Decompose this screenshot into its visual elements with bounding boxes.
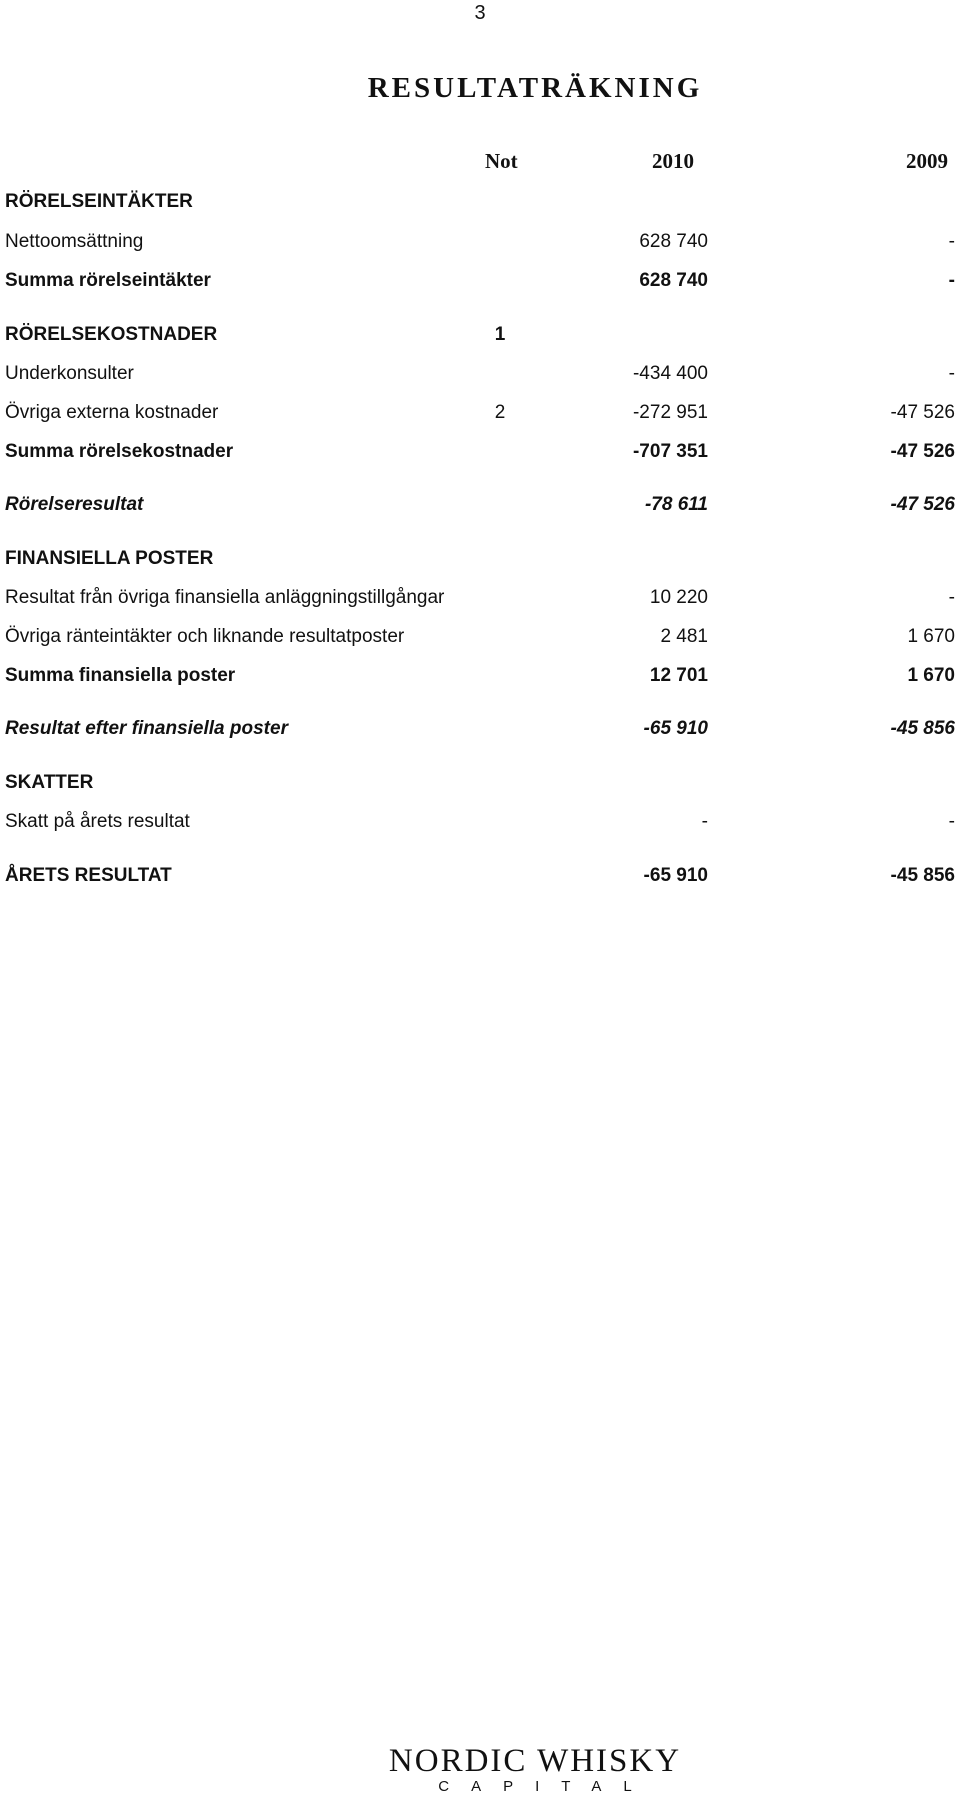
company-logo <box>0 1744 960 1796</box>
row-value-2010: 628 740 <box>639 231 708 252</box>
row-note: 2 <box>494 402 506 423</box>
row-ovriga-externa-kostnader <box>0 399 960 427</box>
row-value-2009: 1 670 <box>907 665 955 686</box>
row-label: Skatt på årets resultat <box>5 811 190 832</box>
row-value-2009: - <box>948 231 955 252</box>
row-value-2010: 628 740 <box>639 270 708 291</box>
row-value-2010: 2 481 <box>660 626 708 647</box>
row-value-2009: - <box>948 363 955 384</box>
row-resultat-efter-finansiella-poster <box>0 715 960 743</box>
row-value-2009: - <box>948 270 955 291</box>
row-value-2010: -65 910 <box>643 865 708 886</box>
page-number: 3 <box>474 2 486 24</box>
row-label: FINANSIELLA POSTER <box>5 548 214 569</box>
row-label: Underkonsulter <box>5 363 134 384</box>
row-label: Summa rörelseintäkter <box>5 270 211 291</box>
row-label: Övriga externa kostnader <box>5 402 219 423</box>
row-finansiella-poster <box>0 545 960 573</box>
column-header-note: Not <box>485 149 518 173</box>
row-arets-resultat <box>0 862 960 890</box>
row-value-2010: -78 611 <box>644 494 708 515</box>
row-value-2010: 12 701 <box>649 665 708 686</box>
row-rorelsekostnader <box>0 321 960 349</box>
document-title: RESULTATRÄKNING <box>367 72 703 104</box>
row-value-2010: -272 951 <box>632 402 708 423</box>
row-value-2010: 10 220 <box>649 587 708 608</box>
logo-wordmark: NORDIC WHISKY <box>388 1743 682 1779</box>
row-value-2010: - <box>701 811 708 832</box>
row-label: RÖRELSEINTÄKTER <box>5 191 193 212</box>
row-value-2009: - <box>948 587 955 608</box>
row-value-2010: -434 400 <box>632 363 708 384</box>
row-label: SKATTER <box>5 772 94 793</box>
row-rorelseresultat <box>0 491 960 519</box>
row-label: Nettoomsättning <box>5 231 144 252</box>
row-nettoomsattning <box>0 228 960 256</box>
row-value-2010: -707 351 <box>632 441 708 462</box>
row-label: Resultat från övriga finansiella anläggningstillgångar <box>5 587 445 608</box>
row-summa-finansiella-poster <box>0 662 960 690</box>
row-summa-rorelsekostnader <box>0 438 960 466</box>
row-underkonsulter <box>0 360 960 388</box>
row-skatt-pa-arets-resultat <box>0 808 960 836</box>
row-value-2009: -45 856 <box>890 718 955 739</box>
row-rorelseintakter <box>0 188 960 216</box>
row-label: Summa rörelsekostnader <box>5 441 234 462</box>
row-summa-rorelseintakter <box>0 267 960 295</box>
row-resultat-fran-anlaggningstillgangar <box>0 584 960 612</box>
row-label: Summa finansiella poster <box>5 665 236 686</box>
row-label: RÖRELSEKOSTNADER <box>5 324 218 345</box>
row-note: 1 <box>494 324 506 345</box>
row-label: Resultat efter finansiella poster <box>5 718 288 739</box>
column-header-2009: 2009 <box>906 149 948 173</box>
row-value-2009: -47 526 <box>890 441 955 462</box>
row-value-2010: -65 910 <box>643 718 708 739</box>
logo-subtitle: CAPITAL <box>438 1778 654 1795</box>
row-skatter <box>0 769 960 797</box>
row-label: ÅRETS RESULTAT <box>5 865 172 886</box>
column-header-2010: 2010 <box>652 149 694 173</box>
row-label: Rörelseresultat <box>5 494 144 515</box>
row-value-2009: -47 526 <box>890 402 955 423</box>
row-value-2009: - <box>948 811 955 832</box>
row-ovriga-ranteintakter <box>0 623 960 651</box>
row-value-2009: -45 856 <box>890 865 955 886</box>
row-label: Övriga ränteintäkter och liknande resultatposter <box>5 626 405 647</box>
row-value-2009: -47 526 <box>890 494 955 515</box>
row-value-2009: 1 670 <box>907 626 955 647</box>
